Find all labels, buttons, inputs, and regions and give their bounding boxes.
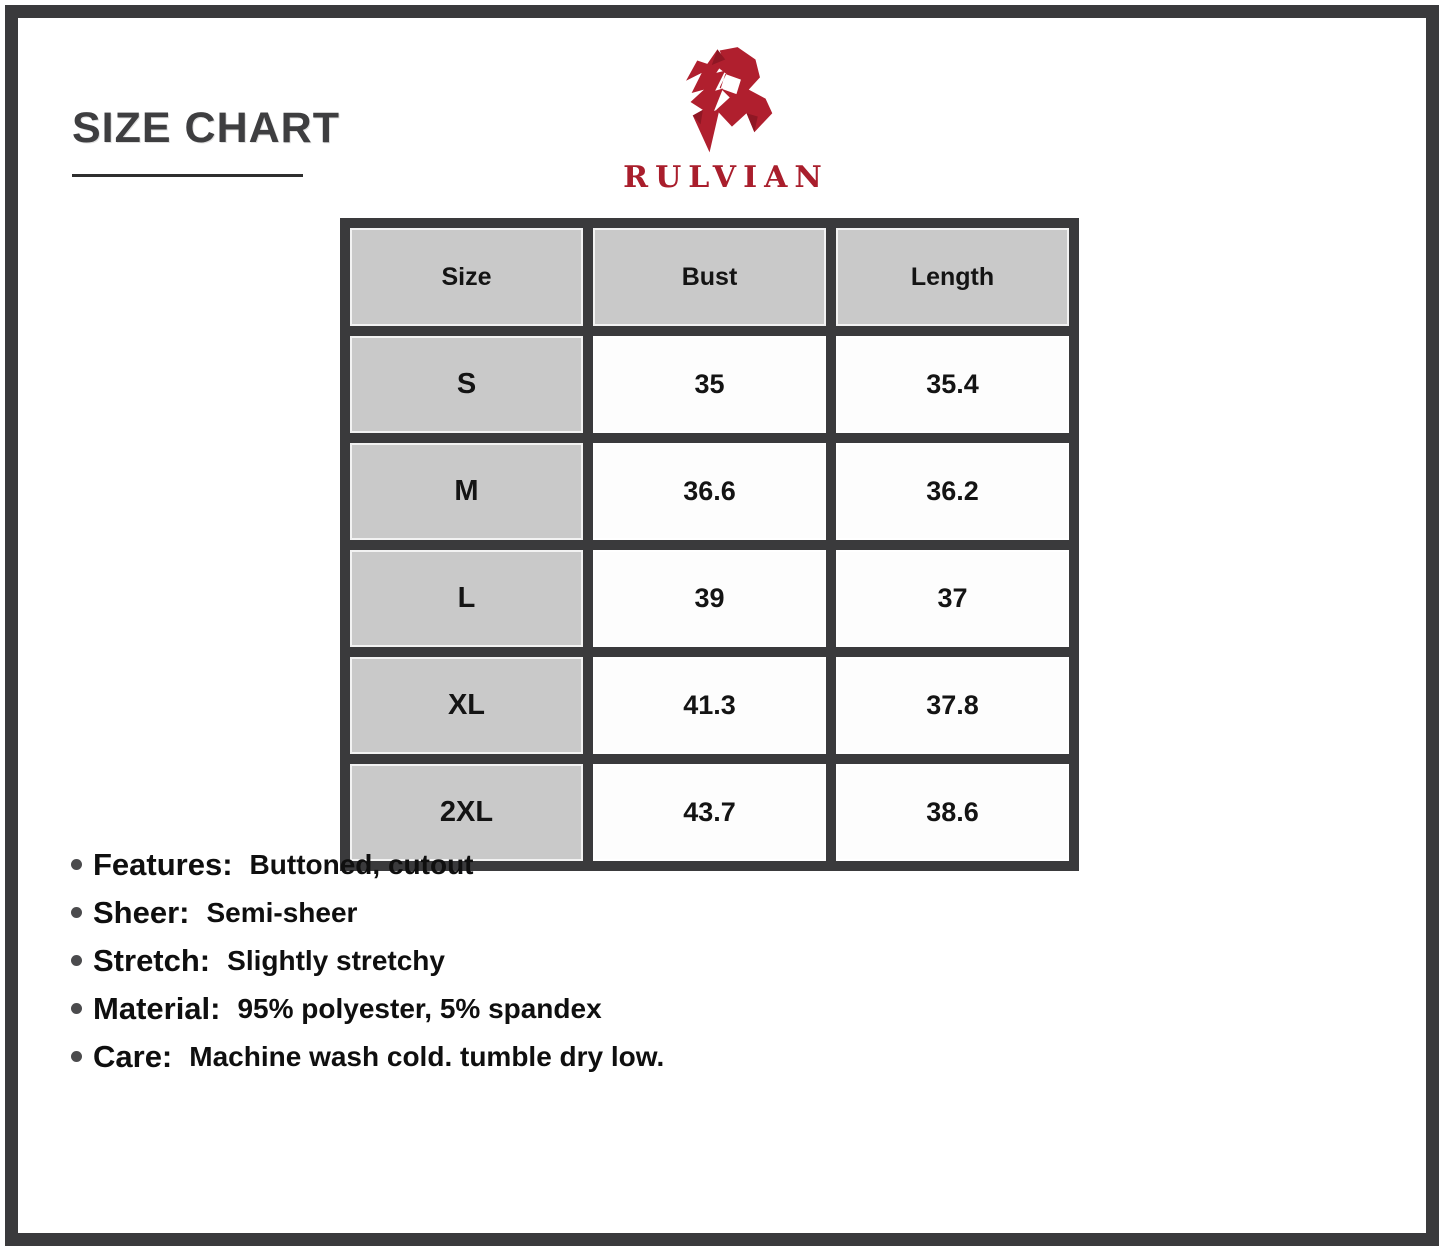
table-row — [345, 438, 1074, 545]
bullet-icon — [71, 1003, 82, 1014]
length-cell: 36.2 — [831, 438, 1074, 545]
list-item — [71, 893, 664, 932]
size-cell: M — [345, 438, 588, 545]
length-cell: 35.4 — [831, 331, 1074, 438]
bust-cell: 41.3 — [588, 652, 831, 759]
header-length: Length — [831, 223, 1074, 331]
brand-wordmark: RULVIAN — [623, 160, 829, 195]
bullet-icon — [71, 955, 82, 966]
size-cell: XL — [345, 652, 588, 759]
length-cell: 37.8 — [831, 652, 1074, 759]
page-title: SIZE CHART — [72, 104, 340, 152]
bust-cell: 35 — [588, 331, 831, 438]
list-item — [71, 989, 664, 1028]
header-size: Size — [345, 223, 588, 331]
table-row — [345, 331, 1074, 438]
size-cell: L — [345, 545, 588, 652]
table-row — [345, 652, 1074, 759]
size-chart-table — [340, 218, 1079, 871]
detail-value: Machine wash cold. tumble dry low. — [189, 1040, 665, 1072]
detail-label: Sheer: — [93, 894, 190, 930]
length-cell: 37 — [831, 545, 1074, 652]
size-cell: S — [345, 331, 588, 438]
bust-cell: 36.6 — [588, 438, 831, 545]
detail-value: Buttoned, cutout — [249, 848, 474, 880]
size-cell: 2XL — [345, 759, 588, 866]
brand-logo — [0, 46, 1445, 195]
detail-value: Slightly stretchy — [227, 944, 445, 976]
bullet-icon — [71, 907, 82, 918]
bust-cell: 39 — [588, 545, 831, 652]
header-bust: Bust — [588, 223, 831, 331]
list-item — [71, 845, 664, 884]
detail-label: Features: — [93, 846, 233, 882]
list-item — [71, 941, 664, 980]
table-row — [345, 545, 1074, 652]
detail-value: 95% polyester, 5% spandex — [237, 992, 602, 1024]
detail-label: Material: — [93, 990, 221, 1026]
length-cell: 38.6 — [831, 759, 1074, 866]
detail-value: Semi-sheer — [206, 896, 358, 928]
product-details-list — [71, 845, 664, 1085]
table-header-row — [345, 223, 1074, 331]
brand-logo-r-icon — [662, 46, 784, 158]
bullet-icon — [71, 859, 82, 870]
detail-label: Stretch: — [93, 942, 211, 978]
list-item — [71, 1037, 664, 1076]
detail-label: Care: — [93, 1038, 173, 1074]
bullet-icon — [71, 1051, 82, 1062]
bust-cell: 43.7 — [588, 759, 831, 866]
